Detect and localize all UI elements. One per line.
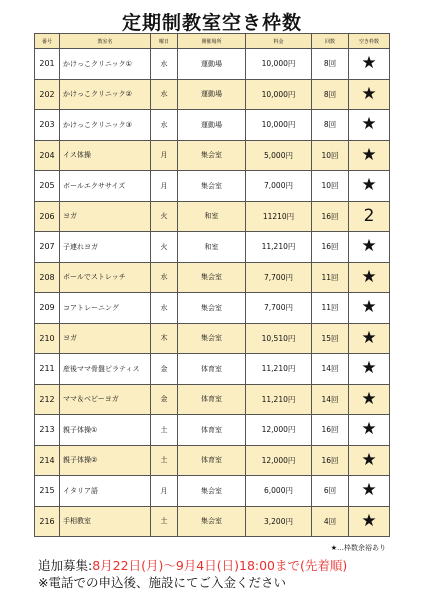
venue-cell: 運動場 [178,79,246,110]
fee-cell: 10,000円 [246,110,312,141]
venue-cell: 集会室 [178,476,246,507]
availability-cell: ★ [349,384,390,415]
session-count-cell: 15回 [312,323,349,354]
weekday-cell: 水 [151,49,178,80]
class-number-cell: 214 [35,445,60,476]
availability-cell: ★ [349,476,390,507]
session-count-cell: 8回 [312,49,349,80]
weekday-cell: 土 [151,415,178,446]
weekday-cell: 金 [151,384,178,415]
weekday-cell: 月 [151,171,178,202]
availability-cell: ★ [349,445,390,476]
venue-cell: 運動場 [178,49,246,80]
fee-cell: 3,200円 [246,506,312,537]
availability-cell: ★ [349,110,390,141]
venue-cell: 体育室 [178,415,246,446]
session-count-cell: 14回 [312,354,349,385]
fee-cell: 6,000円 [246,476,312,507]
class-name-cell: ボールエクササイズ [60,171,151,202]
class-name-cell: 手相教室 [60,506,151,537]
table-row [35,110,390,141]
availability-cell: ★ [349,415,390,446]
session-count-cell: 8回 [312,110,349,141]
class-name-cell: ママ＆ベビーヨガ [60,384,151,415]
weekday-cell: 月 [151,476,178,507]
venue-cell: 集会室 [178,323,246,354]
header-availability: 空き枠数 [349,34,390,49]
header-name: 教室名 [60,34,151,49]
venue-cell: 集会室 [178,140,246,171]
table-row [35,476,390,507]
venue-cell: 体育室 [178,445,246,476]
weekday-cell: 水 [151,79,178,110]
fee-cell: 11,210円 [246,232,312,263]
availability-cell: ★ [349,140,390,171]
table-row [35,445,390,476]
legend: ★…枠数余裕あり [330,544,386,552]
class-number-cell: 203 [35,110,60,141]
venue-cell: 集会室 [178,262,246,293]
table-header-row [35,34,390,49]
fee-cell: 11,210円 [246,354,312,385]
class-name-cell: 産後ママ骨盤ピラティス [60,354,151,385]
availability-cell: ★ [349,232,390,263]
fee-cell: 11210円 [246,201,312,232]
venue-cell: 体育室 [178,384,246,415]
class-number-cell: 202 [35,79,60,110]
availability-cell: ★ [349,171,390,202]
table-row [35,323,390,354]
additional-recruitment [38,556,347,574]
availability-cell: 2 [349,201,390,232]
availability-cell: ★ [349,506,390,537]
table-row [35,354,390,385]
session-count-cell: 8回 [312,79,349,110]
availability-cell: ★ [349,323,390,354]
class-name-cell: イタリア語 [60,476,151,507]
class-number-cell: 210 [35,323,60,354]
venue-cell: 和室 [178,232,246,263]
class-name-cell: 親子体操① [60,415,151,446]
fee-cell: 7,000円 [246,171,312,202]
recruitment-period: 8月22日(月)～9月4日(日)18:00まで(先着順) [92,558,348,573]
session-count-cell: 6回 [312,476,349,507]
table-row [35,415,390,446]
fee-cell: 7,700円 [246,262,312,293]
class-name-cell: かけっこクリニック③ [60,110,151,141]
venue-cell: 集会室 [178,293,246,324]
session-count-cell: 16回 [312,201,349,232]
session-count-cell: 16回 [312,232,349,263]
table-row [35,49,390,80]
weekday-cell: 水 [151,262,178,293]
class-name-cell: 親子体操② [60,445,151,476]
fee-cell: 5,000円 [246,140,312,171]
venue-cell: 集会室 [178,171,246,202]
header-times: 回数 [312,34,349,49]
fee-cell: 10,510円 [246,323,312,354]
page-title: 定期制教室空き枠数 [121,12,302,34]
venue-cell: 体育室 [178,354,246,385]
class-number-cell: 207 [35,232,60,263]
session-count-cell: 14回 [312,384,349,415]
table-row [35,79,390,110]
header-day: 曜日 [151,34,178,49]
table-row [35,384,390,415]
class-number-cell: 205 [35,171,60,202]
session-count-cell: 16回 [312,445,349,476]
weekday-cell: 土 [151,445,178,476]
table-row [35,293,390,324]
class-name-cell: ヨガ [60,323,151,354]
table-row [35,506,390,537]
weekday-cell: 火 [151,201,178,232]
fee-cell: 7,700円 [246,293,312,324]
class-number-cell: 208 [35,262,60,293]
header-place: 開催場所 [178,34,246,49]
class-name-cell: ボールでストレッチ [60,262,151,293]
class-number-cell: 201 [35,49,60,80]
class-name-cell: かけっこクリニック① [60,49,151,80]
session-count-cell: 11回 [312,262,349,293]
class-number-cell: 216 [35,506,60,537]
weekday-cell: 水 [151,293,178,324]
session-count-cell: 10回 [312,140,349,171]
venue-cell: 集会室 [178,506,246,537]
venue-cell: 運動場 [178,110,246,141]
weekday-cell: 土 [151,506,178,537]
session-count-cell: 11回 [312,293,349,324]
weekday-cell: 月 [151,140,178,171]
class-name-cell: 子連れヨガ [60,232,151,263]
class-number-cell: 211 [35,354,60,385]
recruitment-label: 追加募集: [38,558,93,573]
class-name-cell: ヨガ [60,201,151,232]
class-name-cell: コアトレーニング [60,293,151,324]
session-count-cell: 4回 [312,506,349,537]
session-count-cell: 16回 [312,415,349,446]
class-number-cell: 212 [35,384,60,415]
weekday-cell: 金 [151,354,178,385]
availability-table [34,33,390,537]
table-row [35,201,390,232]
table-row [35,232,390,263]
payment-note: ※電話での申込後、施設にてご入金ください [38,575,286,590]
weekday-cell: 水 [151,110,178,141]
class-number-cell: 206 [35,201,60,232]
fee-cell: 11,210円 [246,384,312,415]
availability-cell: ★ [349,262,390,293]
venue-cell: 和室 [178,201,246,232]
weekday-cell: 木 [151,323,178,354]
weekday-cell: 火 [151,232,178,263]
class-number-cell: 213 [35,415,60,446]
fee-cell: 12,000円 [246,415,312,446]
availability-cell: ★ [349,79,390,110]
header-fee: 料金 [246,34,312,49]
availability-cell: ★ [349,293,390,324]
fee-cell: 10,000円 [246,79,312,110]
availability-cell: ★ [349,49,390,80]
class-number-cell: 204 [35,140,60,171]
table-row [35,140,390,171]
table-row [35,171,390,202]
class-name-cell: イス体操 [60,140,151,171]
class-number-cell: 209 [35,293,60,324]
availability-cell: ★ [349,354,390,385]
header-no: 番号 [35,34,60,49]
table-row [35,262,390,293]
fee-cell: 12,000円 [246,445,312,476]
fee-cell: 10,000円 [246,49,312,80]
class-number-cell: 215 [35,476,60,507]
session-count-cell: 10回 [312,171,349,202]
class-name-cell: かけっこクリニック② [60,79,151,110]
